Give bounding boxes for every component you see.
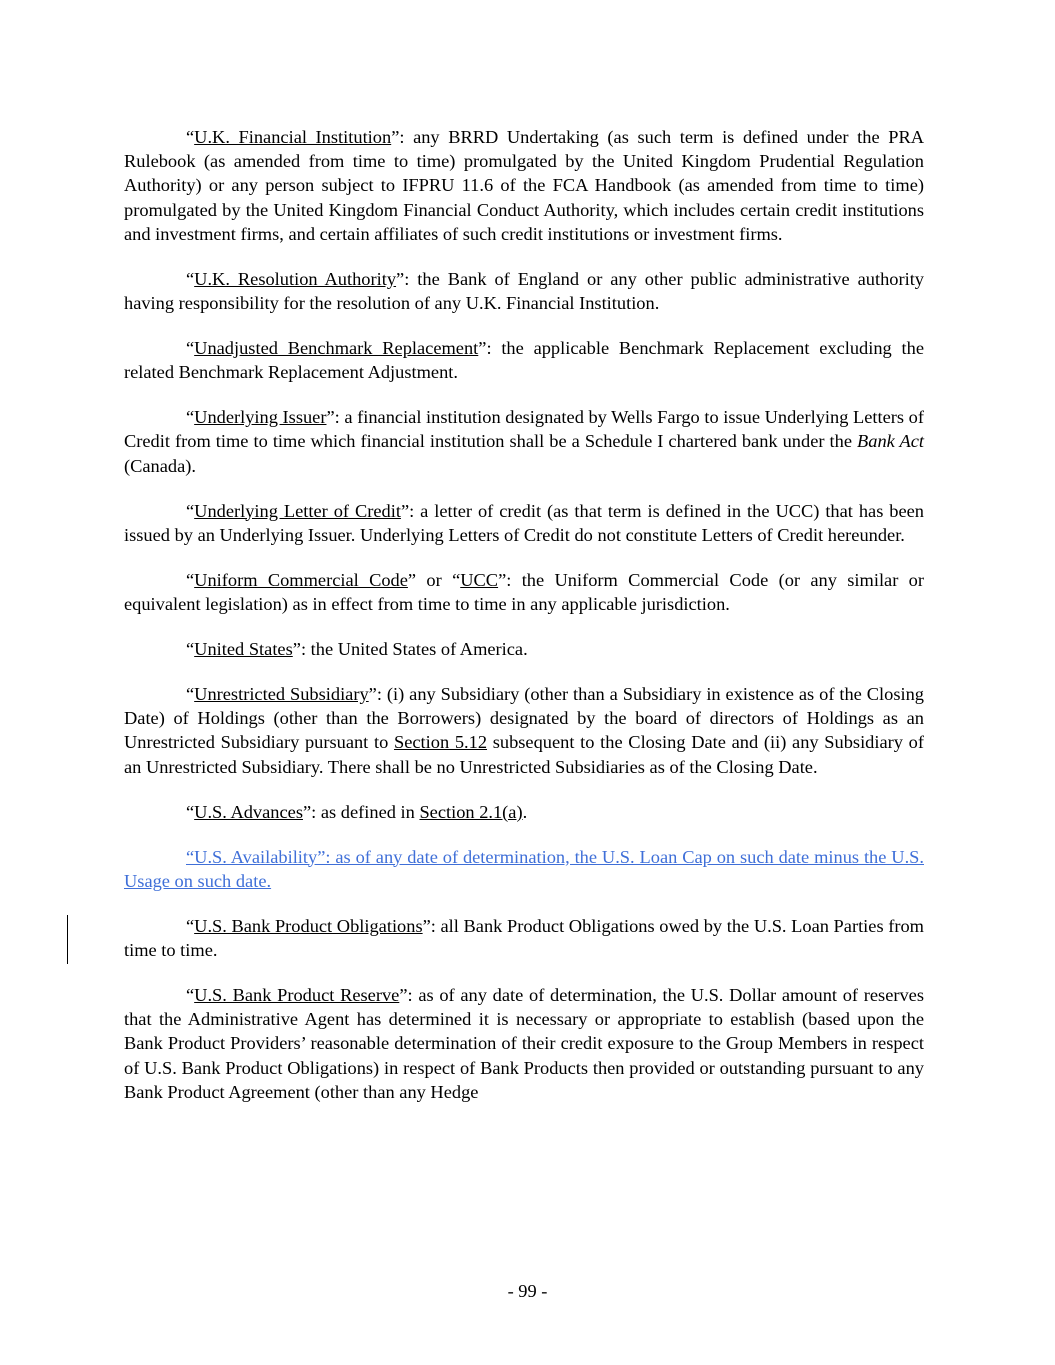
definition-text: : a financial institution designated by Wells Fargo to issue Underlying Letters of Credit from time to time which financial institution shall be a Schedule I chartered bank under the (124, 407, 924, 452)
definition-text: : the Uniform Commercial Code (or any similar or equivalent legislation) as in effect from time to time in any applicable jurisdiction. (124, 569, 924, 615)
defined-term: U.K. Financial Institution (194, 127, 392, 147)
definition-uk-financial-institution: “U.K. Financial Institution”: any BRRD Undertaking (as such term is defined under the PRA Rulebook (as amended from time to time) promulgated by the United Kingdom Prudential Regulation Authority) or any person subject to IFPRU 11.6 of the FCA Handbook (as amended from time to time) promulgated by the United Kingdom Financial Conduct Authority, which includes certain credit institutions and investment firms, and certain affiliates of such credit institutions or investment firms. (124, 127, 924, 244)
definition-text: : the Bank of England or any other public administrative authority having responsibility for the resolution of any U.K. Financial Institution. (124, 268, 924, 314)
defined-term: Underlying Issuer (194, 407, 327, 428)
defined-term: Uniform Commercial Code (194, 569, 408, 590)
defined-term: Unadjusted Benchmark Replacement (194, 338, 479, 359)
defined-term: U.K. Resolution Authority (194, 268, 397, 289)
defined-term: Unrestricted Subsidiary (194, 684, 369, 705)
definition-unrestricted-subsidiary: “Unrestricted Subsidiary”: (i) any Subsidiary (other than a Subsidiary in existence as of the Closing Date) of Holdings (other than the Borrowers) designated by the board of directors of Holdings as an Unrestricted Subsidiary pursuant to Section 5.12 subsequent to the Closing Date and (ii) any Subsidiary of an Unrestricted Subsidiary. There shall be no Unrestricted Subsidiaries as of the Closing Date. (124, 684, 924, 777)
definition-uniform-commercial-code: “Uniform Commercial Code” or “UCC”: the Uniform Commercial Code (or any similar or equivalent legislation) as in effect from time to time in any applicable jurisdiction. (124, 569, 924, 615)
definition-us-availability-inserted (124, 845, 924, 893)
section-reference: Section 5.12 (393, 732, 488, 753)
definition-text: : a letter of credit (as that term is defined in the UCC) that has been issued by an Underlying Issuer. Underlying Letters of Credit do not constitute Letters of Credit hereunder. (124, 500, 924, 545)
page-number: - 99 - (507, 1281, 548, 1301)
defined-term: U.S. Advances (194, 801, 303, 822)
defined-term: United States (194, 639, 293, 660)
definition-text: : as defined in (311, 801, 420, 822)
definition-text: : the United States of America. (300, 639, 528, 660)
definition-text: : (i) any Subsidiary (other than a Subsidiary in existence as of the Closing Date) of Holdings (other than the Borrowers) designated by the board of directors of Holdings as an Unrestricted Subsidiary pursuant to (124, 684, 924, 753)
defined-term: U.S. Bank Product Reserve (194, 985, 400, 1006)
inserted-revision-text: “U.S. Availability”: as of any date of determination, the U.S. Loan Cap on such date minus the U.S. Usage on such date. (124, 846, 924, 891)
definition-underlying-issuer: “Underlying Issuer”: a financial institution designated by Wells Fargo to issue Underlying Letters of Credit from time to time which financial institution shall be a Schedule I chartered bank under the Bank Act (Canada). (124, 407, 925, 476)
document-body (124, 125, 924, 1125)
definition-us-bank-product-reserve: “U.S. Bank Product Reserve”: as of any date of determination, the U.S. Dollar amount of reserves that the Administrative Agent has determined it is necessary or appropriate to establish (based upon the Bank Product Providers’ reasonable determination of their credit exposure to the Group Members in respect of U.S. Bank Product Obligations) in respect of Bank Products then provided or outstanding pursuant to any Bank Product Agreement (other than any Hedge (124, 985, 924, 1102)
section-reference: Section 2.1(a) (419, 801, 523, 822)
defined-term-alias: UCC (460, 569, 499, 590)
definition-text: : as of any date of determination, the U.S. Dollar amount of reserves that the Administrative Agent has determined it is necessary or appropriate to establish (based upon the Bank Product Providers’ reasonable determination of their credit exposure to the Group Members in respect of U.S. Bank Product Obligations) in respect of Bank Products then provided or outstanding pursuant to any Bank Product Agreement (other than any Hedge (124, 985, 924, 1102)
definition-united-states: “United States”: the United States of America. (186, 639, 528, 660)
definition-underlying-letter-of-credit: “Underlying Letter of Credit”: a letter of credit (as that term is defined in the UCC) that has been issued by an Underlying Issuer. Underlying Letters of Credit do not constitute Letters of Credit hereunder. (124, 500, 924, 545)
definition-text: : all Bank Product Obligations owed by the U.S. Loan Parties from time to time. (124, 915, 924, 961)
defined-term: Underlying Letter of Credit (194, 500, 401, 521)
revision-change-bar (67, 915, 68, 964)
definition-text: : the applicable Benchmark Replacement excluding the related Benchmark Replacement Adjustment. (124, 338, 924, 383)
definition-us-advances: “U.S. Advances”: as defined in Section 2.1(a). (186, 801, 528, 822)
definition-unadjusted-benchmark-replacement: “Unadjusted Benchmark Replacement”: the applicable Benchmark Replacement excluding the related Benchmark Replacement Adjustment. (124, 338, 924, 383)
definition-text: : any BRRD Undertaking (as such term is defined under the PRA Rulebook (as amended from time to time) promulgated by the United Kingdom Prudential Regulation Authority) or any person subject to IFPRU 11.6 of the FCA Handbook (as amended from time to time) promulgated by the United Kingdom Financial Conduct Authority, which includes certain credit institutions and investment firms, and certain affiliates of such credit institutions or investment firms. (124, 127, 924, 244)
definition-us-bank-product-obligations: “U.S. Bank Product Obligations”: all Bank Product Obligations owed by the U.S. Loan Parties from time to time. (124, 915, 924, 961)
statute-name: Bank Act (857, 431, 925, 452)
defined-term: U.S. Bank Product Obligations (194, 915, 423, 936)
definition-uk-resolution-authority: “U.K. Resolution Authority”: the Bank of England or any other public administrative authority having responsibility for the resolution of any U.K. Financial Institution. (124, 268, 924, 314)
